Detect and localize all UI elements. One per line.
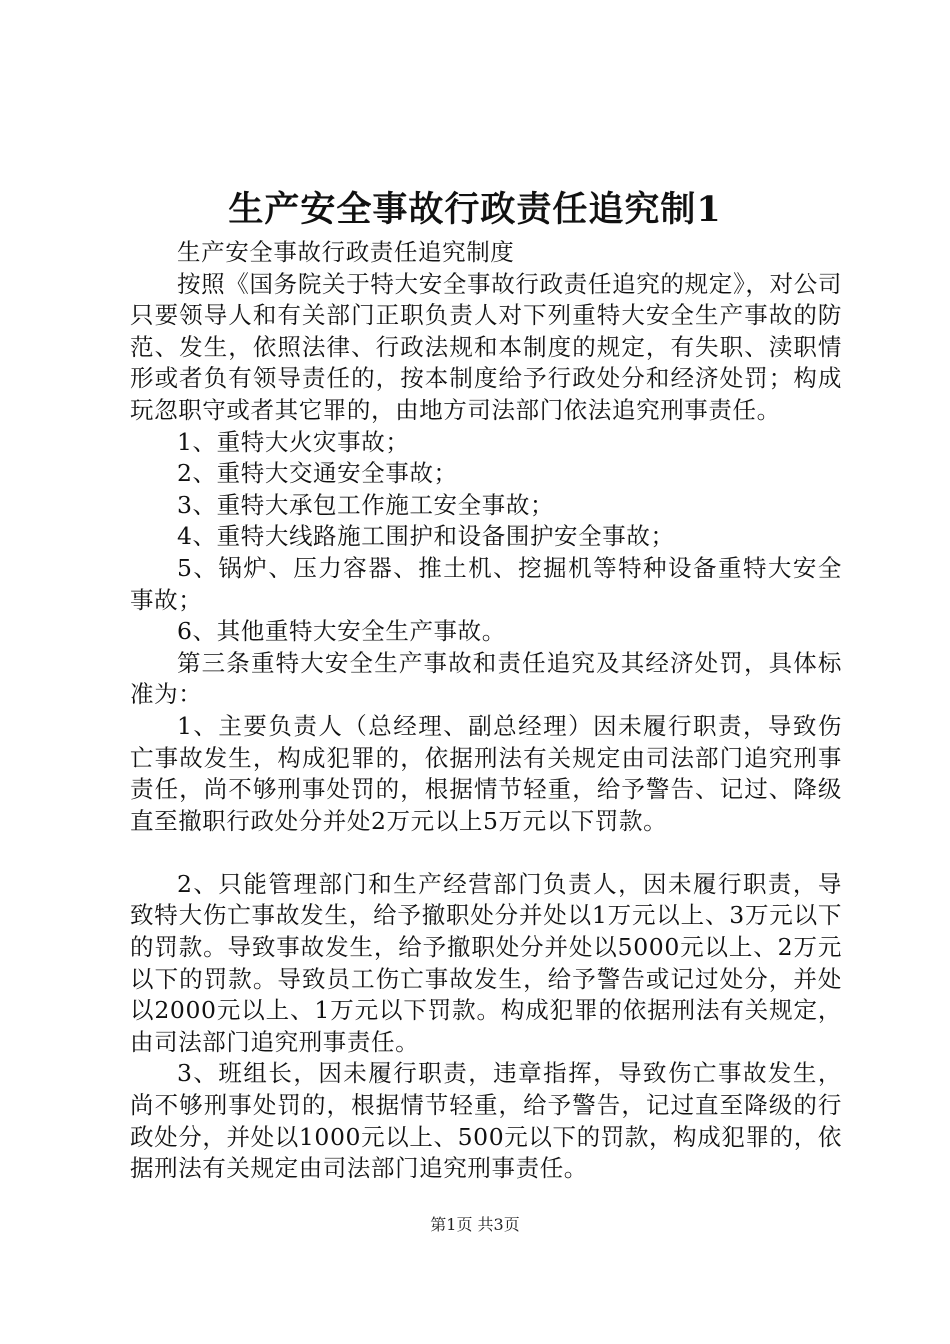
list-item-6: 6、其他重特大安全生产事故。 [177,617,506,646]
paragraph-intro: 按照《国务院关于特大安全事故行政责任追究的规定》，对公司只要领导人和有关部门正职负责人对下列重特大安全生产事故的防范、发生，依照法律、行政法规和本制度的规定，有失职、渎职情形或者负有领导责任的，按本制度给予行政处分和经济处罚；构成玩忽职守或者其它罪的，由地方司法部门依法追究刑事责任。 [130,269,842,424]
penalty-item-2: 2、只能管理部门和生产经营部门负责人，因未履行职责，导致特大伤亡事故发生，给予撤职处分并处以1万元以上、3万元以下的罚款。导致事故发生，给予撤职处分并处以5000元以上、2万元以下的罚款。导致员工伤亡事故发生，给予警告或记过处分，并处以2000元以上、1万元以下罚款。构成犯罪的依据刑法有关规定，由司法部门追究刑事责任。 [130,869,842,1056]
document-title: 生产安全事故行政责任追究制1 [228,189,722,230]
list-item-4: 4、重特大线路施工围护和设备围护安全事故； [177,522,675,551]
paragraph-article-3: 第三条重特大安全生产事故和责任追究及其经济处罚，具体标准为： [130,648,842,709]
document-body [130,237,842,1185]
paragraph-gap [130,837,842,869]
list-item-2: 2、重特大交通安全事故； [177,459,458,488]
page-footer: 第1页 共3页 [430,1215,520,1234]
list-item-5: 5、锅炉、压力容器、推土机、挖掘机等特种设备重特大安全事故； [130,553,842,614]
list-item-1: 1、重特大火灾事故； [177,427,410,456]
list-item-3: 3、重特大承包工作施工安全事故； [177,490,555,519]
paragraph-subtitle: 生产安全事故行政责任追究制度 [177,238,515,266]
penalty-item-1: 1、主要负责人（总经理、副总经理）因未履行职责，导致伤亡事故发生，构成犯罪的，依据刑法有关规定由司法部门追究刑事责任，尚不够刑事处罚的，根据情节轻重，给予警告、记过、降级直至撤职行政处分并处2万元以上5万元以下罚款。 [130,711,842,835]
penalty-item-3: 3、班组长，因未履行职责，违章指挥，导致伤亡事故发生，尚不够刑事处罚的，根据情节轻重，给予警告，记过直至降级的行政处分，并处以1000元以上、500元以下的罚款，构成犯罪的，依据刑法有关规定由司法部门追究刑事责任。 [130,1059,842,1183]
